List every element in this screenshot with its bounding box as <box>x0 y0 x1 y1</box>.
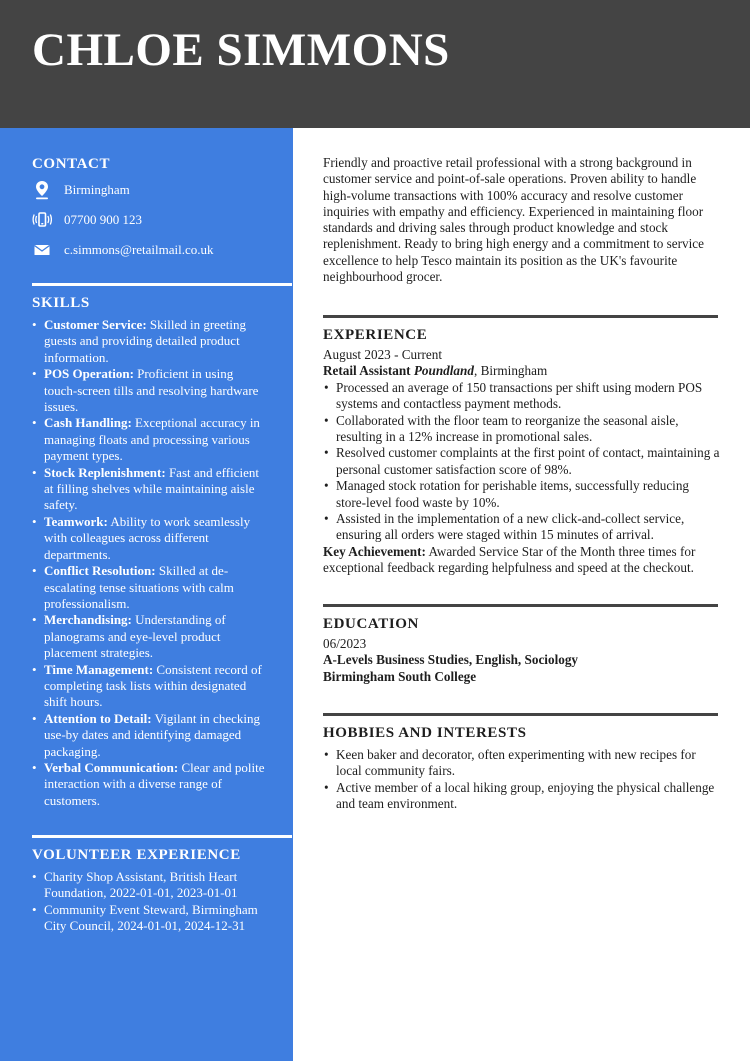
education-title: EDUCATION <box>323 616 419 632</box>
resume-header <box>0 0 750 128</box>
list-item: • Managed stock rotation for perishable items, successfully reducing store-level food waste by 10%. <box>323 478 720 511</box>
list-item: • Assisted in the implementation of a new click-and-collect service, ensuring all orders were staged within 15 minutes of arrival. <box>323 511 720 544</box>
list-item: • Time Management: Consistent record of completing task lists within designated shift hours. <box>32 662 266 711</box>
professional-summary: Friendly and proactive retail professional with a strong background in customer service and point-of-sale operations. Proven ability to handle high-volume transactions with 100% accuracy and resolve customer inquiries with empathy and efficiency. Experienced in maintaining floor standards and driving sales through product knowledge and stock replenishment. Ready to bring high energy and a commitment to service excellence to help Tesco maintain its position as the UK's favourite neighbourhood grocer. <box>323 155 704 285</box>
sidebar-divider <box>32 283 292 286</box>
list-item: • POS Operation: Proficient in using touch-screen tills and resolving hardware issues. <box>32 366 266 415</box>
list-item: • Merchandising: Understanding of planograms and eye-level product placement strategies. <box>32 612 266 661</box>
contact-location-text: Birmingham <box>64 182 130 197</box>
list-item: • Charity Shop Assistant, British Heart Foundation, 2022-01-01, 2023-01-01 <box>32 869 266 902</box>
list-item: • Conflict Resolution: Skilled at de-escalating tense situations with calm professionalism. <box>32 563 266 612</box>
hobbies-title: HOBBIES AND INTERESTS <box>323 725 527 741</box>
contact-phone <box>32 210 142 230</box>
experience-date: August 2023 - Current <box>323 347 443 362</box>
list-item: • Customer Service: Skilled in greeting guests and providing detailed product information. <box>32 317 266 366</box>
skills-title: SKILLS <box>32 295 90 311</box>
volunteer-section <box>32 846 266 935</box>
list-item: • Processed an average of 150 transactions per shift using modern POS systems and contactless payment methods. <box>323 380 720 413</box>
volunteer-title: VOLUNTEER EXPERIENCE <box>32 847 241 863</box>
key-achievement-label: Key Achievement: <box>323 543 426 559</box>
phone-icon <box>32 210 52 230</box>
key-achievement-text: Awarded Service Star of the Month three times for exceptional feedback regarding helpfulness and speed at the checkout. <box>323 543 696 576</box>
experience-title: EXPERIENCE <box>323 327 428 343</box>
experience-section <box>323 326 720 577</box>
list-item: • Verbal Communication: Clear and polite interaction with a diverse range of customers. <box>32 760 266 809</box>
list-item: • Stock Replenishment: Fast and efficient at filling shelves while maintaining aisle safety. <box>32 465 266 514</box>
job-location: , Birmingham <box>473 363 548 379</box>
candidate-name: CHLOE SIMMONS <box>32 24 450 76</box>
list-item: • Cash Handling: Exceptional accuracy in managing floats and processing various payment types. <box>32 415 266 464</box>
skills-section <box>32 294 266 809</box>
education-date: 06/2023 <box>323 636 367 651</box>
contact-email-text[interactable]: c.simmons@retailmail.co.uk <box>64 242 214 257</box>
section-divider <box>323 315 718 318</box>
contact-title: CONTACT <box>32 156 111 172</box>
list-item: • Community Event Steward, Birmingham City Council, 2024-01-01, 2024-12-31 <box>32 902 266 935</box>
education-section <box>323 615 720 685</box>
key-achievement <box>323 544 720 577</box>
job-title: Retail Assistant <box>323 363 411 379</box>
hobbies-section <box>323 724 720 813</box>
employer: Poundland <box>413 363 474 379</box>
volunteer-list <box>32 869 266 935</box>
education-qualification: A-Levels Business Studies, English, Sociology <box>323 652 579 668</box>
location-pin-icon <box>32 180 52 200</box>
experience-role-line <box>323 363 720 379</box>
hobbies-list <box>323 747 720 813</box>
contact-email <box>32 240 214 260</box>
skills-list <box>32 317 266 809</box>
experience-bullets <box>323 380 720 544</box>
envelope-icon <box>32 240 52 260</box>
list-item: • Resolved customer complaints at the first point of contact, maintaining a personal customer satisfaction score of 98%. <box>323 445 720 478</box>
list-item: • Active member of a local hiking group, enjoying the physical challenge and team environment. <box>323 780 720 813</box>
list-item: • Collaborated with the floor team to reorganize the seasonal aisle, resulting in a 12% increase in promotional sales. <box>323 413 720 446</box>
section-divider <box>323 604 718 607</box>
list-item: • Attention to Detail: Vigilant in checking use-by dates and identifying damaged packaging. <box>32 711 266 760</box>
list-item: • Teamwork: Ability to work seamlessly with colleagues across different departments. <box>32 514 266 563</box>
contact-section <box>32 155 292 257</box>
section-divider <box>323 713 718 716</box>
contact-location <box>32 180 130 200</box>
list-item: • Keen baker and decorator, often experimenting with new recipes for local community fairs. <box>323 747 720 780</box>
education-school: Birmingham South College <box>323 668 477 684</box>
contact-phone-text: 07700 900 123 <box>64 212 142 227</box>
sidebar-divider <box>32 835 292 838</box>
